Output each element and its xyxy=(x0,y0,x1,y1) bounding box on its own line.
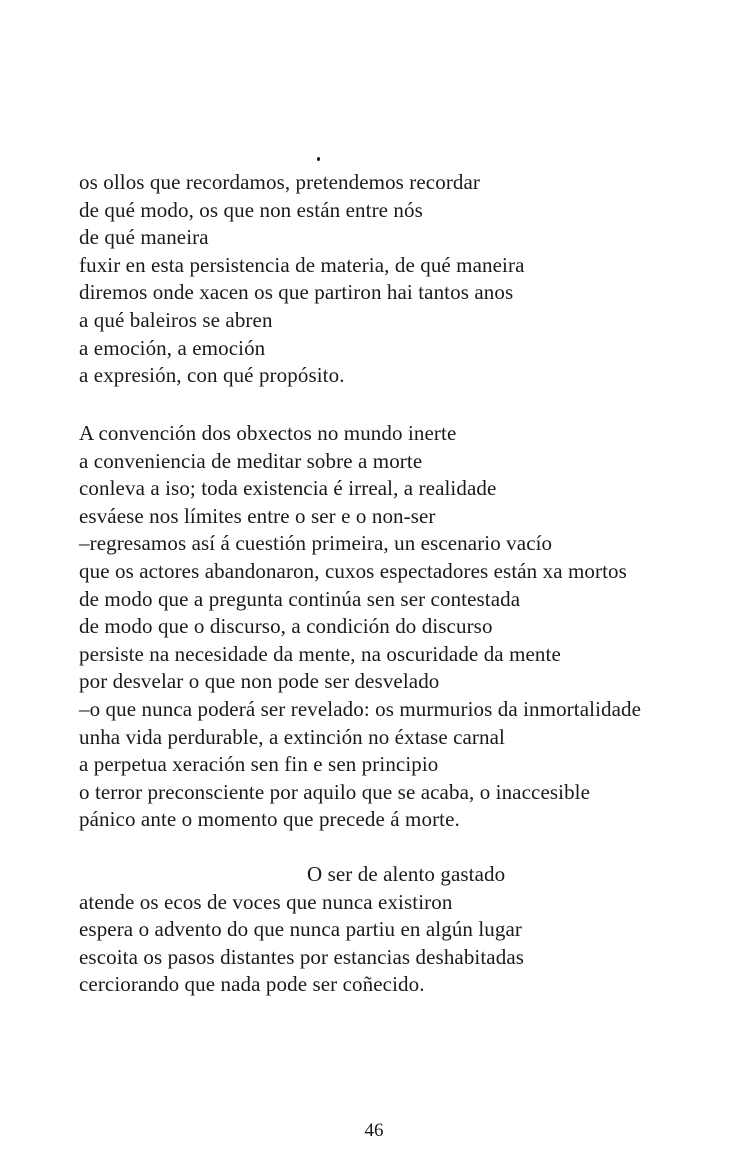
poem-line: espera o advento do que nunca partiu en algún lugar xyxy=(79,917,523,942)
poem-line: de modo que o discurso, a condición do discurso xyxy=(79,614,493,639)
poem-line: que os actores abandonaron, cuxos espectadores están xa mortos xyxy=(79,558,627,583)
ink-dot xyxy=(317,157,320,161)
poem-line: por desvelar o que non pode ser desvelado xyxy=(79,669,440,694)
poem-line: de modo que a pregunta continúa sen ser contestada xyxy=(79,586,521,611)
poem-line: a emoción, a emoción xyxy=(79,335,266,360)
poem-line: persiste na necesidade da mente, na oscuridade da mente xyxy=(79,641,561,666)
poem-line: os ollos que recordamos, pretendemos recordar xyxy=(79,170,481,194)
poem-line: –regresamos así á cuestión primeira, un escenario vacío xyxy=(79,531,553,556)
poem-line: pánico ante o momento que precede á morte. xyxy=(79,807,460,832)
poem-line: fuxir en esta persistencia de materia, de qué maneira xyxy=(79,252,525,277)
stanza-2 xyxy=(79,420,641,834)
poem-line: cerciorando que nada pode ser coñecido. xyxy=(79,972,425,997)
poem-line: de qué maneira xyxy=(79,225,209,250)
poem-line: diremos onde xacen os que partiron hai tantos anos xyxy=(79,280,514,305)
poem-line: –o que nunca poderá ser revelado: os murmurios da inmortalidade xyxy=(79,696,642,721)
poem-line: a expresión, con qué propósito. xyxy=(79,363,345,388)
poem-line-indented: O ser de alento gastado xyxy=(307,862,506,886)
poem-line: esváese nos límites entre o ser e o non-ser xyxy=(79,503,436,528)
poem-line: atende os ecos de voces que nunca existiron xyxy=(79,889,453,914)
poem-line: o terror preconsciente por aquilo que se acaba, o inaccesible xyxy=(79,779,591,804)
poem-line: conleva a iso; toda existencia é irreal, a realidade xyxy=(79,476,497,501)
stanza-1 xyxy=(79,169,525,390)
poem-line: unha vida perdurable, a extinción no éxtase carnal xyxy=(79,724,505,749)
poem-line: A convención dos obxectos no mundo inerte xyxy=(79,421,457,445)
poem-line: de qué modo, os que non están entre nós xyxy=(79,197,423,222)
poem-line: a perpetua xeración sen fin e sen principio xyxy=(79,752,439,777)
page-number: 46 xyxy=(364,1120,384,1141)
poem-line: escoita os pasos distantes por estancias deshabitadas xyxy=(79,944,525,969)
stanza-3 xyxy=(79,861,524,999)
poem-line: a conveniencia de meditar sobre a morte xyxy=(79,448,423,473)
poem-line: a qué baleiros se abren xyxy=(79,307,273,332)
